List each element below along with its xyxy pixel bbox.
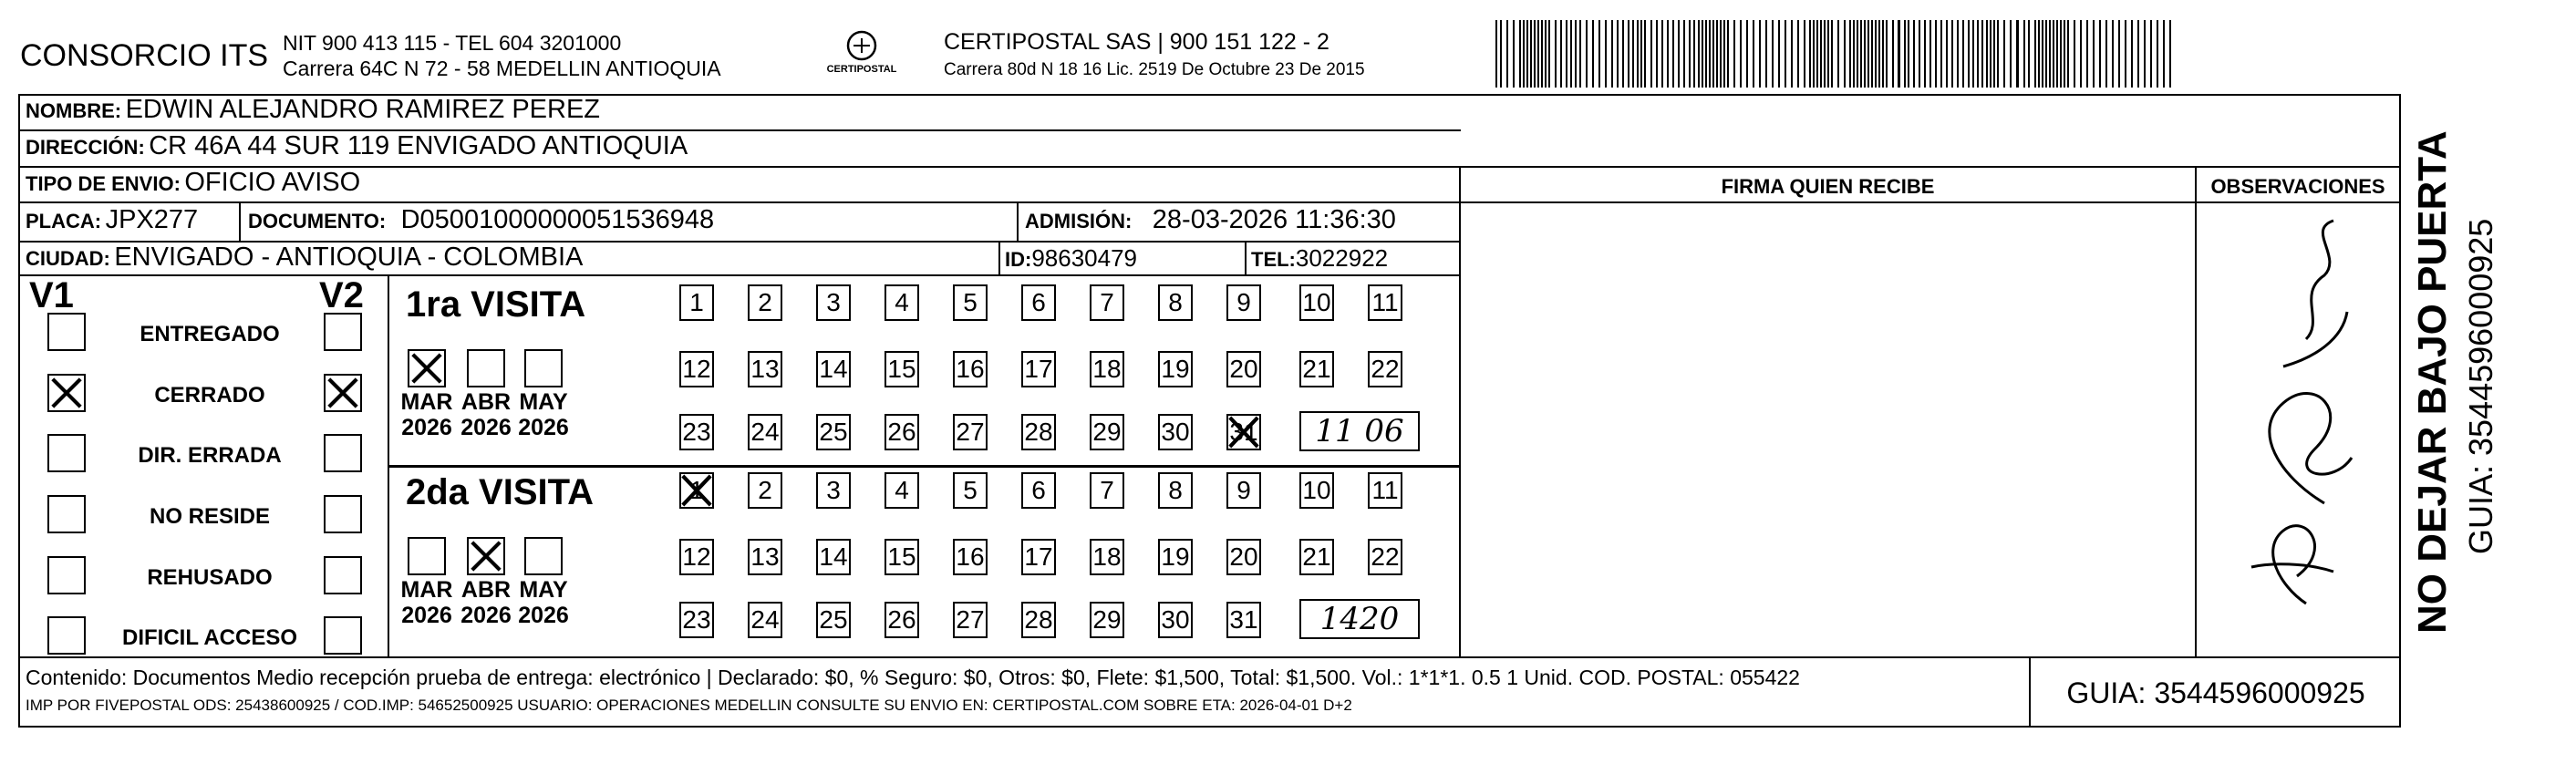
- month-label: ABR: [460, 577, 512, 603]
- day-box[interactable]: 10: [1299, 472, 1334, 509]
- plate-label: PLACA:: [26, 210, 102, 232]
- barcode-bar: [1935, 20, 1937, 88]
- day-box[interactable]: 3: [816, 472, 851, 509]
- barcode-bar: [1500, 20, 1502, 88]
- barcode-bar: [1740, 20, 1742, 88]
- day-box[interactable]: 31: [1226, 602, 1261, 638]
- barcode-bar: [1720, 20, 1722, 88]
- row-line: [388, 465, 1460, 468]
- day-box[interactable]: 5: [953, 472, 988, 509]
- day-box[interactable]: 23: [679, 602, 714, 638]
- id-value: 98630479: [1031, 244, 1138, 272]
- barcode-bar: [1867, 20, 1869, 88]
- tel-value: 3022922: [1295, 244, 1389, 272]
- barcode-bar: [1705, 20, 1707, 88]
- barcode-bar: [1605, 20, 1607, 88]
- v2-checkbox[interactable]: [324, 374, 362, 412]
- address-label: DIRECCIÓN:: [26, 136, 145, 159]
- v2-checkbox[interactable]: [324, 616, 362, 655]
- first-visit-time: 11 06: [1315, 413, 1404, 449]
- barcode-bar: [1672, 20, 1674, 88]
- v1-checkbox[interactable]: [47, 556, 86, 594]
- id-field: [1005, 244, 1137, 273]
- courier-info-line2: Carrera 80d N 18 16 Lic. 2519 De Octubre 23 De 2015: [944, 60, 1365, 79]
- barcode-bar: [1940, 20, 1942, 88]
- admission-value: 28-03-2026 11:36:30: [1152, 205, 1396, 234]
- barcode-bar: [2034, 20, 2036, 88]
- side-warning: NO DEJAR BAJO PUERTA: [2410, 130, 2455, 634]
- document-label: DOCUMENTO:: [248, 210, 387, 232]
- barcode-bar: [1785, 20, 1786, 88]
- footer-guide: GUIA: 3544596000925: [2066, 676, 2365, 709]
- barcode-bar: [1946, 20, 1948, 88]
- day-box[interactable]: 11: [1368, 284, 1402, 321]
- day-box[interactable]: 22: [1368, 351, 1402, 387]
- month-checkbox[interactable]: [524, 349, 563, 387]
- barcode-bar: [1709, 20, 1711, 88]
- month-label: MAY: [519, 577, 568, 603]
- second-visit-title: 2da VISITA: [406, 472, 594, 512]
- barcode-bar: [1716, 20, 1718, 88]
- barcode-bar: [2118, 20, 2120, 88]
- barcode-bar: [1886, 20, 1888, 88]
- month-checkbox[interactable]: [408, 537, 446, 575]
- barcode-bar: [1968, 20, 1970, 88]
- barcode-bar: [1693, 20, 1695, 88]
- barcode-bar: [2053, 20, 2054, 88]
- barcode-bar: [1661, 20, 1663, 88]
- company-name: CONSORCIO ITS: [20, 38, 269, 73]
- day-box[interactable]: 25: [816, 414, 851, 450]
- day-box[interactable]: 6: [1021, 284, 1056, 321]
- row-line: [18, 166, 2401, 168]
- day-box[interactable]: 31: [1226, 414, 1261, 450]
- day-box[interactable]: 4: [885, 284, 919, 321]
- v1-label: V1: [29, 275, 74, 315]
- day-box[interactable]: 19: [1158, 539, 1193, 575]
- barcode-bar: [1534, 20, 1536, 88]
- day-box[interactable]: 1: [679, 472, 714, 509]
- day-box[interactable]: 26: [885, 414, 919, 450]
- month-checkbox[interactable]: [467, 537, 505, 575]
- footer-content-line: Contenido: Documentos Medio recepción prueba de entrega: electrónico | Declarado: $0, % Seguro: $0, Otros: $0, Flete: $1,500, Total: $1,500. Vol.: 1*1*1. 0.5 1 Unid. COD. POSTAL: 055422: [26, 666, 1800, 689]
- send-type: OFICIO AVISO: [184, 168, 361, 197]
- observations-header: OBSERVACIONES: [2210, 175, 2385, 198]
- admission-label: ADMISIÓN:: [1025, 210, 1133, 232]
- barcode-bar: [1523, 20, 1525, 88]
- barcode-bar: [2028, 20, 2030, 88]
- recipient-name: EDWIN ALEJANDRO RAMIREZ PEREZ: [125, 95, 601, 124]
- barcode-bar: [1592, 20, 1594, 88]
- month-year: 2026: [518, 603, 569, 628]
- barcode-bar: [1972, 20, 1974, 88]
- barcode-bar: [1924, 20, 1926, 88]
- barcode-bar: [1570, 20, 1572, 88]
- barcode-bar: [2060, 20, 2062, 88]
- day-box[interactable]: 24: [748, 414, 782, 450]
- barcode-bar: [1617, 20, 1619, 88]
- day-box[interactable]: 8: [1158, 472, 1193, 509]
- day-box[interactable]: 14: [816, 539, 851, 575]
- barcode-bar: [1698, 20, 1700, 88]
- barcode-bar: [1778, 20, 1780, 88]
- barcode-bar: [1622, 20, 1624, 88]
- barcode-bar: [1723, 20, 1725, 88]
- barcode-bar: [2093, 20, 2095, 88]
- barcode-bar: [1878, 20, 1880, 88]
- barcode-bar: [1689, 20, 1691, 88]
- day-box[interactable]: 30: [1158, 414, 1193, 450]
- day-box[interactable]: 26: [885, 602, 919, 638]
- barcode-bar: [1560, 20, 1562, 88]
- day-box[interactable]: 16: [953, 351, 988, 387]
- barcode-bar: [1526, 20, 1528, 88]
- barcode-bar: [1712, 20, 1714, 88]
- barcode-bar: [1632, 20, 1634, 88]
- day-box[interactable]: 17: [1021, 539, 1056, 575]
- barcode-bar: [1820, 20, 1822, 88]
- status-option-label: NO RESIDE: [149, 504, 271, 529]
- company-info-line1: NIT 900 413 115 - TEL 604 3201000: [283, 31, 622, 55]
- col-line: [239, 202, 241, 241]
- barcode-bar: [1566, 20, 1567, 88]
- city-field: [26, 243, 583, 273]
- barcode-bar: [1997, 20, 1999, 88]
- barcode-bar: [1644, 20, 1646, 88]
- barcode-bar: [1513, 20, 1515, 88]
- barcode-bar: [1875, 20, 1877, 88]
- day-box[interactable]: 7: [1090, 284, 1124, 321]
- day-box[interactable]: 5: [953, 284, 988, 321]
- day-box[interactable]: 27: [953, 602, 988, 638]
- document-field: [248, 205, 714, 235]
- barcode-bar: [1611, 20, 1613, 88]
- barcode-bar: [1837, 20, 1839, 88]
- day-box[interactable]: 8: [1158, 284, 1193, 321]
- barcode-bar: [2010, 20, 2012, 88]
- send-type-row: [26, 168, 360, 198]
- city-label: CIUDAD:: [26, 247, 110, 270]
- barcode-bar: [1678, 20, 1680, 88]
- day-box[interactable]: 19: [1158, 351, 1193, 387]
- day-box[interactable]: 3: [816, 284, 851, 321]
- month-label: MAR: [400, 389, 453, 415]
- side-guide: GUIA: 3544596000925: [2462, 218, 2499, 554]
- barcode-bar: [1650, 20, 1652, 88]
- day-box[interactable]: 4: [885, 472, 919, 509]
- barcode-bar: [2157, 20, 2158, 88]
- day-box[interactable]: 9: [1226, 472, 1261, 509]
- day-box[interactable]: 27: [953, 414, 988, 450]
- barcode-bar: [1637, 20, 1639, 88]
- barcode-bar: [2169, 20, 2171, 88]
- barcode-bar: [1667, 20, 1669, 88]
- city-value: ENVIGADO - ANTIOQUIA - COLOMBIA: [114, 243, 584, 272]
- v2-checkbox[interactable]: [324, 434, 362, 472]
- barcode-bar: [1541, 20, 1543, 88]
- row-line: [18, 201, 2401, 203]
- day-box[interactable]: 25: [816, 602, 851, 638]
- month-label: MAY: [519, 389, 568, 415]
- barcode-bar: [1827, 20, 1829, 88]
- logo-text: CERTIPOSTAL: [826, 64, 897, 75]
- barcode-bar: [1579, 20, 1581, 88]
- first-visit-time-box: [1299, 411, 1420, 451]
- v2-label: V2: [319, 275, 364, 315]
- month-label: MAR: [400, 577, 453, 603]
- day-box[interactable]: 9: [1226, 284, 1261, 321]
- barcode-bar: [1816, 20, 1818, 88]
- col-line: [1245, 241, 1247, 275]
- barcode-bar: [1519, 20, 1521, 88]
- v2-checkbox[interactable]: [324, 313, 362, 351]
- col-line: [2398, 166, 2400, 168]
- barcode-bar: [1871, 20, 1873, 88]
- barcode-bar: [2137, 20, 2139, 88]
- barcode-bar: [2080, 20, 2082, 88]
- barcode-bar: [1990, 20, 1991, 88]
- day-box[interactable]: 10: [1299, 284, 1334, 321]
- day-box[interactable]: 23: [679, 414, 714, 450]
- barcode-bar: [1849, 20, 1851, 88]
- tel-field: [1251, 244, 1388, 273]
- barcode: [1495, 20, 2175, 88]
- footer-print-line: IMP POR FIVEPOSTAL ODS: 25438600925 / COD.IMP: 54652500925 USUARIO: OPERACIONES MEDELLIN CONSULTE SU ENVIO EN: CERTIPOSTAL.COM SOBRE ETA: 2026-04-01 D+2: [26, 697, 1352, 714]
- barcode-bar: [1892, 20, 1894, 88]
- barcode-bar: [1495, 20, 1497, 88]
- courier-info-line1: CERTIPOSTAL SAS | 900 151 122 - 2: [944, 29, 1329, 55]
- day-box[interactable]: 12: [679, 351, 714, 387]
- document-value: D05001000000051536948: [400, 205, 715, 234]
- barcode-bar: [1919, 20, 1920, 88]
- day-box[interactable]: 15: [885, 539, 919, 575]
- day-box[interactable]: 2: [748, 284, 782, 321]
- second-visit-time-box: [1299, 599, 1420, 639]
- day-box[interactable]: 13: [748, 539, 782, 575]
- barcode-bar: [1530, 20, 1532, 88]
- month-year: 2026: [401, 603, 452, 628]
- barcode-bar: [1882, 20, 1884, 88]
- v1-checkbox[interactable]: [47, 495, 86, 533]
- day-box[interactable]: 2: [748, 472, 782, 509]
- barcode-bar: [1753, 20, 1754, 88]
- barcode-bar: [2074, 20, 2075, 88]
- day-box[interactable]: 12: [679, 539, 714, 575]
- day-box[interactable]: 6: [1021, 472, 1056, 509]
- barcode-bar: [2144, 20, 2146, 88]
- month-year: 2026: [401, 415, 452, 440]
- barcode-bar: [2150, 20, 2152, 88]
- day-box[interactable]: 1: [679, 284, 714, 321]
- barcode-bar: [1628, 20, 1629, 88]
- month-year: 2026: [460, 603, 512, 628]
- name-row: [26, 95, 600, 125]
- v2-checkbox[interactable]: [324, 495, 362, 533]
- month-checkbox[interactable]: [467, 349, 505, 387]
- day-box[interactable]: 18: [1090, 351, 1124, 387]
- barcode-bar: [1824, 20, 1826, 88]
- month-year: 2026: [518, 415, 569, 440]
- status-option-label: REHUSADO: [147, 565, 273, 590]
- barcode-bar: [2067, 20, 2069, 88]
- row-line: [18, 656, 2401, 658]
- day-box[interactable]: 20: [1226, 351, 1261, 387]
- barcode-bar: [1962, 20, 1964, 88]
- barcode-bar: [2056, 20, 2058, 88]
- status-option-label: CERRADO: [154, 383, 265, 408]
- send-type-label: TIPO DE ENVIO:: [26, 172, 181, 195]
- day-box[interactable]: 11: [1368, 472, 1402, 509]
- barcode-bar: [1813, 20, 1815, 88]
- day-box[interactable]: 30: [1158, 602, 1193, 638]
- barcode-bar: [1804, 20, 1805, 88]
- day-box[interactable]: 21: [1299, 351, 1334, 387]
- status-option-label: DIR. ERRADA: [138, 443, 282, 468]
- recipient-address: CR 46A 44 SUR 119 ENVIGADO ANTIOQUIA: [149, 131, 688, 160]
- barcode-bar: [1791, 20, 1793, 88]
- barcode-bar: [2131, 20, 2133, 88]
- barcode-bar: [1908, 20, 1909, 88]
- barcode-bar: [1765, 20, 1767, 88]
- plate-value: JPX277: [105, 205, 199, 234]
- day-box[interactable]: 15: [885, 351, 919, 387]
- barcode-bar: [1986, 20, 1988, 88]
- barcode-bar: [1957, 20, 1959, 88]
- barcode-bar: [1898, 20, 1900, 88]
- day-box[interactable]: 17: [1021, 351, 1056, 387]
- col-line: [998, 241, 1000, 275]
- address-row: [26, 131, 688, 161]
- day-box[interactable]: 20: [1226, 539, 1261, 575]
- v1-checkbox[interactable]: [47, 374, 86, 412]
- first-visit-title: 1ra VISITA: [406, 284, 586, 325]
- tel-label: TEL:: [1251, 248, 1296, 271]
- day-box[interactable]: 28: [1021, 414, 1056, 450]
- barcode-bar: [2125, 20, 2126, 88]
- barcode-bar: [1727, 20, 1729, 88]
- v1-checkbox[interactable]: [47, 313, 86, 351]
- col-line: [1017, 202, 1019, 241]
- barcode-bar: [2049, 20, 2051, 88]
- barcode-bar: [1951, 20, 1953, 88]
- barcode-bar: [1640, 20, 1642, 88]
- barcode-bar: [1656, 20, 1658, 88]
- barcode-bar: [1844, 20, 1846, 88]
- day-box[interactable]: 22: [1368, 539, 1402, 575]
- barcode-bar: [1929, 20, 1931, 88]
- day-box[interactable]: 29: [1090, 602, 1124, 638]
- v1-checkbox[interactable]: [47, 434, 86, 472]
- barcode-bar: [1913, 20, 1915, 88]
- name-label: NOMBRE:: [26, 99, 122, 122]
- barcode-bar: [2112, 20, 2114, 88]
- barcode-bar: [2105, 20, 2107, 88]
- day-box[interactable]: 18: [1090, 539, 1124, 575]
- barcode-bar: [2023, 20, 2025, 88]
- certipostal-logo: [821, 27, 903, 82]
- barcode-bar: [1831, 20, 1833, 88]
- barcode-bar: [2099, 20, 2101, 88]
- month-label: ABR: [460, 389, 512, 415]
- barcode-bar: [1537, 20, 1539, 88]
- barcode-bar: [1853, 20, 1855, 88]
- barcode-bar: [1575, 20, 1577, 88]
- status-option-label: ENTREGADO: [140, 322, 280, 346]
- day-box[interactable]: 21: [1299, 539, 1334, 575]
- handwritten-signature: [2197, 202, 2399, 656]
- status-option-label: DIFICIL ACCESO: [121, 625, 297, 650]
- month-checkbox[interactable]: [524, 537, 563, 575]
- barcode-bar: [1904, 20, 1906, 88]
- barcode-bar: [1586, 20, 1588, 88]
- col-line: [1459, 166, 1461, 657]
- barcode-bar: [2042, 20, 2043, 88]
- barcode-bar: [1598, 20, 1600, 88]
- day-box[interactable]: 7: [1090, 472, 1124, 509]
- day-box[interactable]: 29: [1090, 414, 1124, 450]
- barcode-bar: [2038, 20, 2040, 88]
- barcode-bar: [1857, 20, 1858, 88]
- day-box[interactable]: 16: [953, 539, 988, 575]
- barcode-bar: [2064, 20, 2065, 88]
- barcode-bar: [2163, 20, 2165, 88]
- barcode-bar: [1864, 20, 1866, 88]
- barcode-bar: [1809, 20, 1811, 88]
- barcode-bar: [1977, 20, 1979, 88]
- barcode-bar: [1772, 20, 1774, 88]
- plate-field: [26, 205, 198, 235]
- day-box[interactable]: 28: [1021, 602, 1056, 638]
- second-visit-time: 1420: [1319, 601, 1400, 637]
- barcode-bar: [1733, 20, 1735, 88]
- barcode-bar: [2016, 20, 2019, 88]
- barcode-bar: [1506, 20, 1508, 88]
- company-info-line2: Carrera 64C N 72 - 58 MEDELLIN ANTIOQUIA: [283, 57, 721, 80]
- admission-field: [1025, 205, 1396, 235]
- barcode-bar: [1759, 20, 1761, 88]
- barcode-bar: [1981, 20, 1983, 88]
- barcode-bar: [2045, 20, 2047, 88]
- id-label: ID:: [1005, 248, 1032, 271]
- barcode-bar: [2086, 20, 2088, 88]
- month-year: 2026: [460, 415, 512, 440]
- day-box[interactable]: 24: [748, 602, 782, 638]
- month-checkbox[interactable]: [408, 349, 446, 387]
- barcode-bar: [1702, 20, 1703, 88]
- v2-checkbox[interactable]: [324, 556, 362, 594]
- barcode-bar: [2003, 20, 2005, 88]
- day-box[interactable]: 14: [816, 351, 851, 387]
- v1-checkbox[interactable]: [47, 616, 86, 655]
- barcode-bar: [1993, 20, 1995, 88]
- barcode-bar: [1683, 20, 1685, 88]
- barcode-bar: [1545, 20, 1547, 88]
- barcode-bar: [1746, 20, 1748, 88]
- day-box[interactable]: 13: [748, 351, 782, 387]
- signature-header: FIRMA QUIEN RECIBE: [1721, 175, 1935, 198]
- barcode-bar: [1548, 20, 1550, 88]
- barcode-bar: [1797, 20, 1799, 88]
- barcode-bar: [1860, 20, 1862, 88]
- barcode-bar: [1555, 20, 1557, 88]
